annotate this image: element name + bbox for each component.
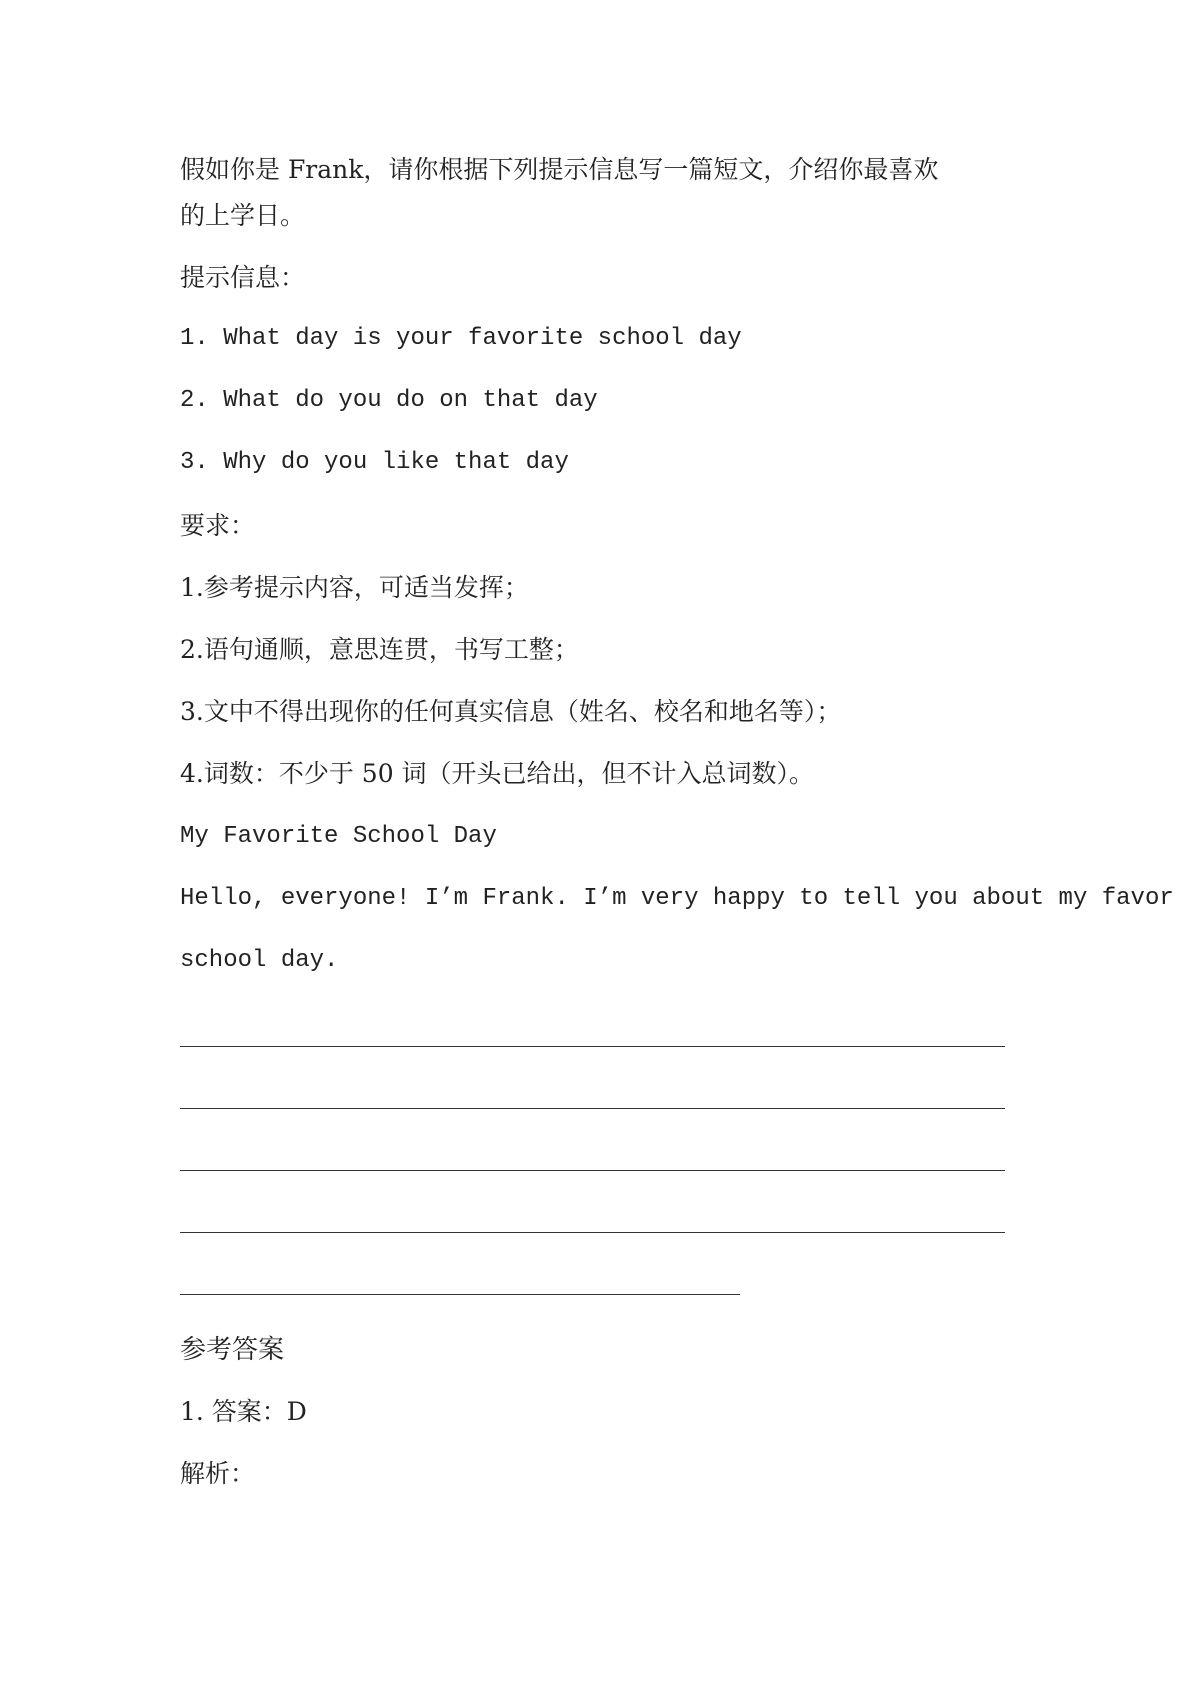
- writing-line[interactable]: [180, 1046, 1005, 1047]
- writing-line[interactable]: [180, 1294, 740, 1295]
- answers-title: 参考答案: [180, 1335, 285, 1365]
- requirement-item-4: 4.词数：不少于 50 词（开头已给出，但不计入总词数）。: [180, 759, 815, 788]
- requirement-item-1: 1.参考提示内容，可适当发挥；: [180, 573, 529, 602]
- prompt-line-2: 的上学日。: [180, 201, 306, 230]
- hint-item-1: 1. What day is your favorite school day: [180, 325, 742, 352]
- writing-line[interactable]: [180, 1170, 1005, 1171]
- requirements-title: 要求：: [180, 511, 256, 540]
- writing-line[interactable]: [180, 1108, 1005, 1109]
- hints-title: 提示信息：: [180, 263, 306, 292]
- hint-item-3: 3. Why do you like that day: [180, 449, 569, 476]
- essay-opening-line-2: school day.: [180, 947, 339, 974]
- requirement-item-3: 3.文中不得出现你的任何真实信息（姓名、校名和地名等）；: [180, 697, 842, 726]
- prompt-line-1: 假如你是 Frank，请你根据下列提示信息写一篇短文，介绍你最喜欢: [180, 155, 939, 184]
- essay-opening-line-1: Hello, everyone! I’m Frank. I’m very happy to tell you about my favor: [180, 885, 1174, 912]
- essay-title: My Favorite School Day: [180, 823, 497, 850]
- answer-item-1: 1. 答案：D: [180, 1397, 307, 1426]
- analysis-label: 解析：: [180, 1459, 256, 1488]
- hint-item-2: 2. What do you do on that day: [180, 387, 598, 414]
- writing-line[interactable]: [180, 1232, 1005, 1233]
- requirement-item-2: 2.语句通顺，意思连贯，书写工整；: [180, 635, 579, 664]
